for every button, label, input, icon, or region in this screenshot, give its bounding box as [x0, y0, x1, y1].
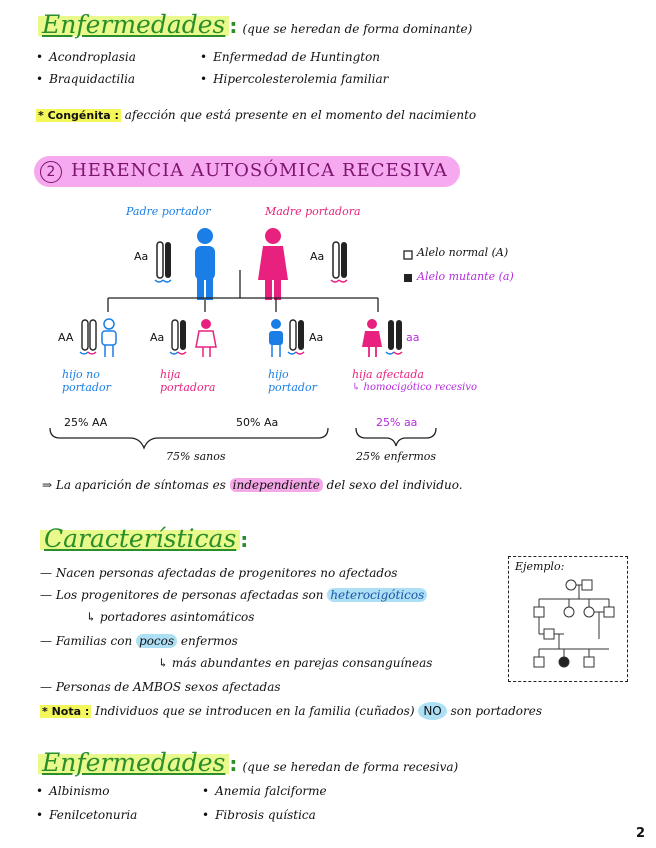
child-4-label-line2: ↳ homocigótico recesivo: [352, 382, 477, 393]
top-note: (que se heredan de forma dominante): [242, 22, 473, 36]
mother-genotype: Aa: [310, 250, 325, 263]
pct-recessive: 25% aa: [376, 416, 418, 429]
child-1-genotype: AA: [58, 331, 74, 344]
char-item-5: ↳ más abundantes en parejas consanguíneas: [158, 656, 433, 670]
section2-number: 2: [40, 161, 62, 183]
congenita-text: afección que está presente en el momento del nacimiento: [124, 108, 477, 122]
caracteristicas-title-row: Características :: [40, 524, 248, 553]
bottom-title-row: Enfermedades : (que se heredan de forma recesiva): [38, 748, 458, 777]
legend-normal-label: Alelo normal (A): [417, 246, 509, 259]
nota-text: Individuos que se introducen en la familia (cuñados): [95, 704, 415, 718]
bottom-title: Enfermedades: [38, 748, 229, 777]
top-title: Enfermedades: [38, 10, 229, 39]
connector-lines: [108, 270, 378, 312]
char-item-4: [40, 634, 238, 648]
child-4-label-line1: hija afectada: [352, 368, 424, 381]
char-item-2: [40, 588, 427, 602]
mother-chromosomes-icon: [331, 242, 347, 282]
child-3-genotype: Aa: [309, 331, 324, 344]
child-2-label-line2: portadora: [160, 381, 216, 394]
child-3-label: [268, 368, 317, 394]
child-2-figure: [170, 319, 216, 357]
child-1-label-line1: hijo no: [62, 368, 100, 381]
char-item-2-text: — Los progenitores de personas afectadas son: [40, 588, 324, 602]
congenita-label: * Congénita :: [38, 109, 119, 122]
nota-end: son portadores: [450, 704, 543, 718]
child-1-label-line2: portador: [62, 381, 111, 394]
ejemplo-box: [508, 556, 628, 682]
top-disease-1: • Acondroplasia: [36, 50, 136, 64]
mother-label: Madre portadora: [265, 205, 361, 218]
child-4-genotype: aa: [406, 331, 420, 344]
independence-row: [42, 478, 463, 492]
father-chromosomes-icon: [155, 242, 171, 282]
bottom-disease-3: • Anemia falciforme: [202, 784, 327, 798]
inheritance-diagram: [0, 200, 656, 480]
ejemplo-label: Ejemplo:: [515, 560, 565, 573]
pct-enfermos: 25% enfermos: [356, 450, 437, 463]
child-3-figure: [269, 319, 304, 357]
pedigree-icon: [509, 557, 627, 681]
child-3-label-line2: portador: [268, 381, 317, 394]
legend-mutant-label: Alelo mutante (a): [417, 270, 514, 283]
father-genotype: Aa: [134, 250, 149, 263]
child-2-genotype: Aa: [150, 331, 165, 344]
child-2-label-line1: hija: [160, 368, 181, 381]
nota-row: [40, 704, 542, 718]
nota-label: * Nota :: [42, 705, 90, 718]
congenita-row: [36, 108, 476, 122]
nota-no: NO: [418, 702, 446, 720]
independence-highlight: independiente: [230, 478, 323, 492]
father-label: Padre portador: [126, 205, 211, 218]
top-disease-4: • Hipercolesterolemia familiar: [200, 72, 388, 86]
pct-aa-dominant: 25% AA: [64, 416, 108, 429]
pct-heterozygous: 50% Aa: [236, 416, 279, 429]
section2-header: [34, 156, 460, 187]
char-item-1: — Nacen personas afectadas de progenitores no afectados: [40, 566, 398, 580]
pocos-word: pocos: [136, 634, 177, 648]
bottom-disease-4: • Fibrosis quística: [202, 808, 316, 822]
mother-figure: [258, 228, 288, 300]
section2-title: HERENCIA AUTOSÓMICA RECESIVA: [71, 160, 448, 181]
bottom-note: (que se heredan de forma recesiva): [242, 760, 459, 774]
pct-sanos: 75% sanos: [166, 450, 226, 463]
child-1-label: [62, 368, 111, 394]
legend-normal-icon: [404, 251, 412, 259]
top-disease-3: • Enfermedad de Huntington: [200, 50, 380, 64]
top-disease-2: • Braquidactilia: [36, 72, 135, 86]
child-3-label-line1: hijo: [268, 368, 289, 381]
bottom-disease-2: • Fenilcetonuria: [36, 808, 137, 822]
char-item-4-text: — Familias con: [40, 634, 133, 648]
independence-suffix: del sexo del individuo.: [326, 478, 463, 492]
caracteristicas-title: Características: [40, 524, 240, 553]
child-4-label: [352, 368, 477, 394]
page-number: 2: [636, 826, 646, 841]
char-item-6: — Personas de AMBOS sexos afectadas: [40, 680, 281, 694]
child-1-figure: [80, 319, 116, 357]
bottom-disease-1: • Albinismo: [36, 784, 109, 798]
independence-prefix: ⇒ La aparición de síntomas es: [42, 478, 226, 492]
legend-mutant-icon: [404, 274, 412, 282]
hetero-word: heterocigóticos: [327, 588, 427, 602]
child-2-label: [160, 368, 215, 394]
enfermos-word: enfermos: [180, 634, 238, 648]
child-4-figure: [362, 319, 402, 357]
brace-lines: [50, 428, 436, 448]
father-figure: [195, 228, 215, 300]
top-title-row: Enfermedades : (que se heredan de forma dominante): [38, 10, 472, 39]
char-item-3: ↳ portadores asintomáticos: [86, 610, 255, 624]
